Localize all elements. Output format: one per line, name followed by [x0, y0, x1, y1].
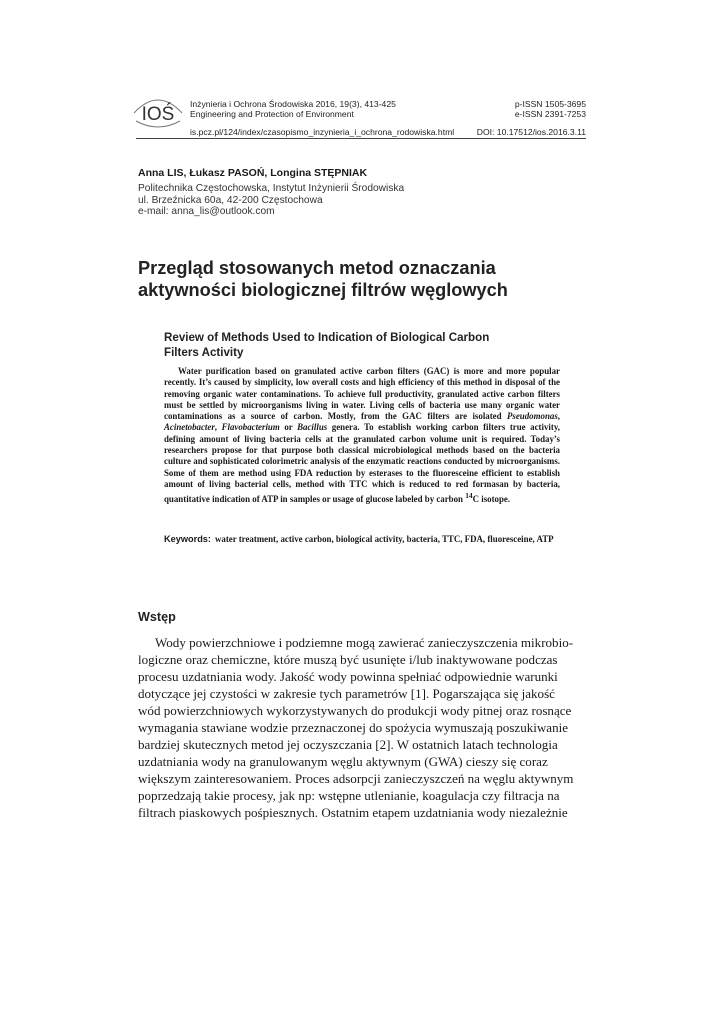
body-line: dotyczące jej czystości w zakresie tych parametrów [1]. Pogarszająca się jakość [138, 686, 555, 702]
doi[interactable]: DOI: 10.17512/ios.2016.3.11 [476, 127, 586, 137]
body-line: Wody powierzchniowe i podziemne mogą zawierać zanieczyszczenia mikrobio- [155, 635, 574, 650]
section-title: Wstęp [138, 610, 176, 624]
body-line: wymagania stawiane wodzie przeznaczonej do spożycia wymuszają poszukiwanie [138, 720, 569, 736]
body-line: filtrach piaskowych pośpiesznych. Ostatnim etapem uzdatniania wody niezależnie [138, 805, 568, 821]
body-line: poprzedzają takie procesy, jak np: wstępne utlenianie, koagulacja czy filtracja na [138, 788, 560, 804]
genus-bacillus: Bacillus [297, 422, 328, 433]
e-issn: e-ISSN 2391-7253 [514, 109, 586, 120]
keywords [164, 534, 560, 545]
journal-name-en: Engineering and Protection of Environment [190, 109, 354, 120]
title-en-line-2: Filters Activity [164, 346, 244, 359]
isotope-superscript: 14 [465, 491, 473, 501]
abstract [164, 366, 560, 506]
journal-name-pl: Inżynieria i Ochrona Środowiska 2016, 19(3), 413-425 [190, 99, 396, 109]
abstract-text-2: genera. To establish working carbon filters true activity, defining amount of living bacteria cells at the granulated carbon volume unit is required. Today’s researchers propose for that purpose both classical microbiological methods based on the bacteria culture and sophisticated colorimetric analysis of the enzymatic reactions conducted by microorganisms. Some of them are method using FDA reduction by esterases to the fluoresceine efficient to establish amount of living bacterial cells, method with TTC which is reduced to red formasan by bacteria, quantitative indication of ATP in samples or usage of glucose labeled by carbon [164, 422, 560, 505]
title-en-line-1: Review of Methods Used to Indication of Biological Carbon [164, 331, 490, 344]
body-line: procesu uzdatniania wody. Jakość wody powinna spełniać odpowiednie warunki [138, 669, 558, 685]
affiliation-institute: Politechnika Częstochowska, Instytut Inżynierii Środowiska [138, 183, 405, 194]
title-pl-line-1: Przegląd stosowanych metod oznaczania [138, 258, 496, 278]
keywords-text: water treatment, active carbon, biological activity, bacteria, TTC, FDA, fluoresceine, ATP [214, 534, 554, 544]
keywords-label: Keywords: [164, 534, 211, 544]
title-pl-line-2: aktywności biologicznej filtrów węglowych [138, 280, 508, 300]
journal-url[interactable]: is.pcz.pl/124/index/czasopismo_inzynieria_i_ochrona_rodowiska.html [190, 127, 455, 137]
header-divider [136, 138, 586, 139]
abstract-sep-3: or [279, 422, 298, 433]
body-line: uzdatniania wody na granulowanym węglu aktywnym (GWA) cieszy się coraz [138, 754, 548, 770]
body-paragraph-cont [138, 651, 586, 821]
journal-logo [132, 93, 184, 133]
logo-text: IOŚ [141, 104, 175, 125]
authors: Anna LIS, Łukasz PASOŃ, Longina STĘPNIAK [138, 167, 368, 179]
paper-title-en [164, 330, 564, 360]
affiliation-email[interactable]: e-mail: anna_lis@outlook.com [138, 206, 275, 218]
body-line: wód powierzchniowych wykorzystywanych do produkcji wody pitnej oraz rosnące [138, 703, 572, 719]
p-issn: p-ISSN 1505-3695 [514, 99, 586, 109]
body-line: logiczne oraz chemiczne, które muszą być usunięte i/lub inaktywowane podczas [138, 652, 558, 667]
genus-pseudomonas: Pseudomonas [506, 411, 558, 422]
abstract-text-1: Water purification based on granulated active carbon filters (GAC) is more and more popular recently. It’s caused by simplicity, low overall costs and high efficiency of this method in disposal of the removing organic water contaminations. To achieve full productivity, granulated active carbon filters must be settled by microorganisms living in water. Living cells of bacteria use many organic water contaminations as a source of carbon. Mostly, from the GAC filters are isolated [164, 366, 560, 422]
body-paragraph [138, 634, 586, 651]
genus-acinetobacter: Acinetobacter [164, 422, 215, 433]
body-line: bardziej skutecznych metod jej oczyszczania [2]. W ostatnich latach technologia [138, 737, 558, 753]
paper-title-pl [138, 257, 608, 301]
body-line: większym zainteresowaniem. Proces adsorpcji zanieczyszczeń na węglu aktywnym [138, 771, 574, 787]
abstract-sep-1: , [557, 411, 560, 422]
affiliation-address: ul. Brzeźnicka 60a, 42-200 Częstochowa [138, 194, 323, 206]
affiliation [138, 183, 404, 218]
journal-info [190, 99, 396, 120]
genus-flavobacterium: Flavobacterium [221, 422, 280, 433]
issn-info [515, 99, 586, 120]
abstract-text-3: C isotope. [472, 494, 511, 505]
abstract-sep-2: , [214, 422, 222, 433]
